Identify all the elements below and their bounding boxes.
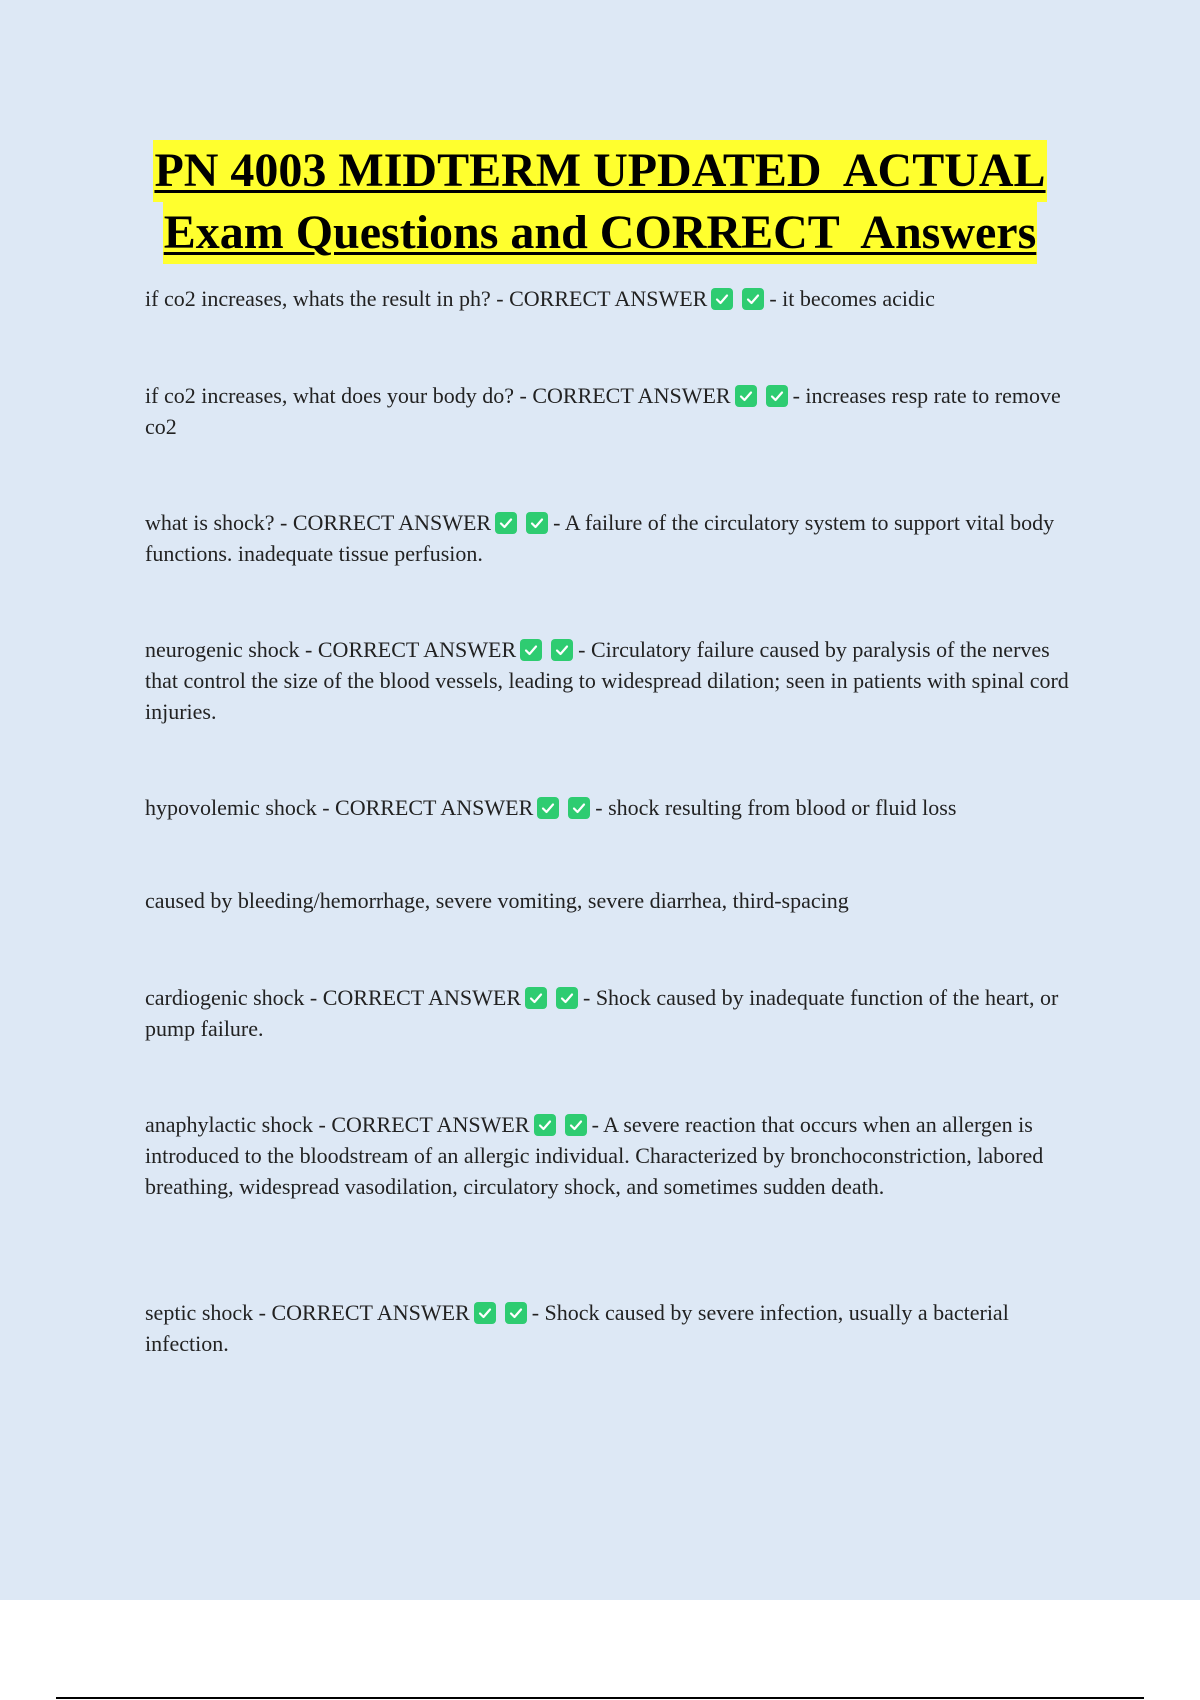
check-mark-icon <box>520 639 542 661</box>
check-mark-icon <box>565 1114 587 1136</box>
question-text: hypovolemic shock - CORRECT ANSWER <box>145 795 534 820</box>
check-mark-icon <box>568 797 590 819</box>
qa-entry <box>145 792 1085 823</box>
question-text: neurogenic shock - CORRECT ANSWER <box>145 637 517 662</box>
answer-text: - Shock caused by inadequate function of the heart, or pump failure. <box>145 985 1059 1041</box>
qa-entry <box>145 380 1085 442</box>
question-text: anaphylactic shock - CORRECT ANSWER <box>145 1112 530 1137</box>
document-title <box>0 140 1200 264</box>
footer-divider <box>56 1697 1144 1699</box>
check-mark-icon <box>766 385 788 407</box>
answer-text: - increases resp rate to remove co2 <box>145 383 1061 439</box>
answer-text: - A severe reaction that occurs when an allergen is introduced to the bloodstream of an allergic individual. Characterized by bronchoconstriction, labored breathing, widespread vasodilation, circulatory shock, and sometimes sudden death. <box>145 1112 1044 1199</box>
question-text: septic shock - CORRECT ANSWER <box>145 1300 470 1325</box>
check-mark-icon <box>525 987 547 1009</box>
qa-entry <box>145 283 1085 314</box>
title-line-1: PN 4003 MIDTERM UPDATED ACTUAL <box>153 140 1046 202</box>
check-mark-icon <box>495 512 517 534</box>
note-text: caused by bleeding/hemorrhage, severe vomiting, severe diarrhea, third-spacing <box>145 888 849 913</box>
qa-entry <box>145 982 1085 1044</box>
check-mark-icon <box>551 639 573 661</box>
check-mark-icon <box>742 288 764 310</box>
check-mark-icon <box>556 987 578 1009</box>
qa-entry <box>145 507 1085 569</box>
question-text: what is shock? - CORRECT ANSWER <box>145 510 492 535</box>
check-mark-icon <box>735 385 757 407</box>
question-text: cardiogenic shock - CORRECT ANSWER <box>145 985 521 1010</box>
question-text: if co2 increases, whats the result in ph? - CORRECT ANSWER <box>145 286 708 311</box>
title-line-2: Exam Questions and CORRECT Answers <box>163 202 1038 264</box>
answer-text: - shock resulting from blood or fluid loss <box>595 795 957 820</box>
answer-text: - it becomes acidic <box>769 286 935 311</box>
check-mark-icon <box>534 1114 556 1136</box>
answer-text: - Shock caused by severe infection, usually a bacterial infection. <box>145 1300 1009 1356</box>
check-mark-icon <box>537 797 559 819</box>
check-mark-icon <box>474 1302 496 1324</box>
note-paragraph <box>145 885 1085 916</box>
qa-entry <box>145 1297 1085 1359</box>
qa-entry <box>145 1109 1085 1202</box>
answer-text: - A failure of the circulatory system to support vital body functions. inadequate tissue perfusion. <box>145 510 1055 566</box>
check-mark-icon <box>526 512 548 534</box>
qa-entry <box>145 634 1085 727</box>
answer-text: - Circulatory failure caused by paralysis of the nerves that control the size of the blood vessels, leading to widespread dilation; seen in patients with spinal cord injuries. <box>145 637 1069 724</box>
question-text: if co2 increases, what does your body do? - CORRECT ANSWER <box>145 383 731 408</box>
check-mark-icon <box>711 288 733 310</box>
check-mark-icon <box>505 1302 527 1324</box>
